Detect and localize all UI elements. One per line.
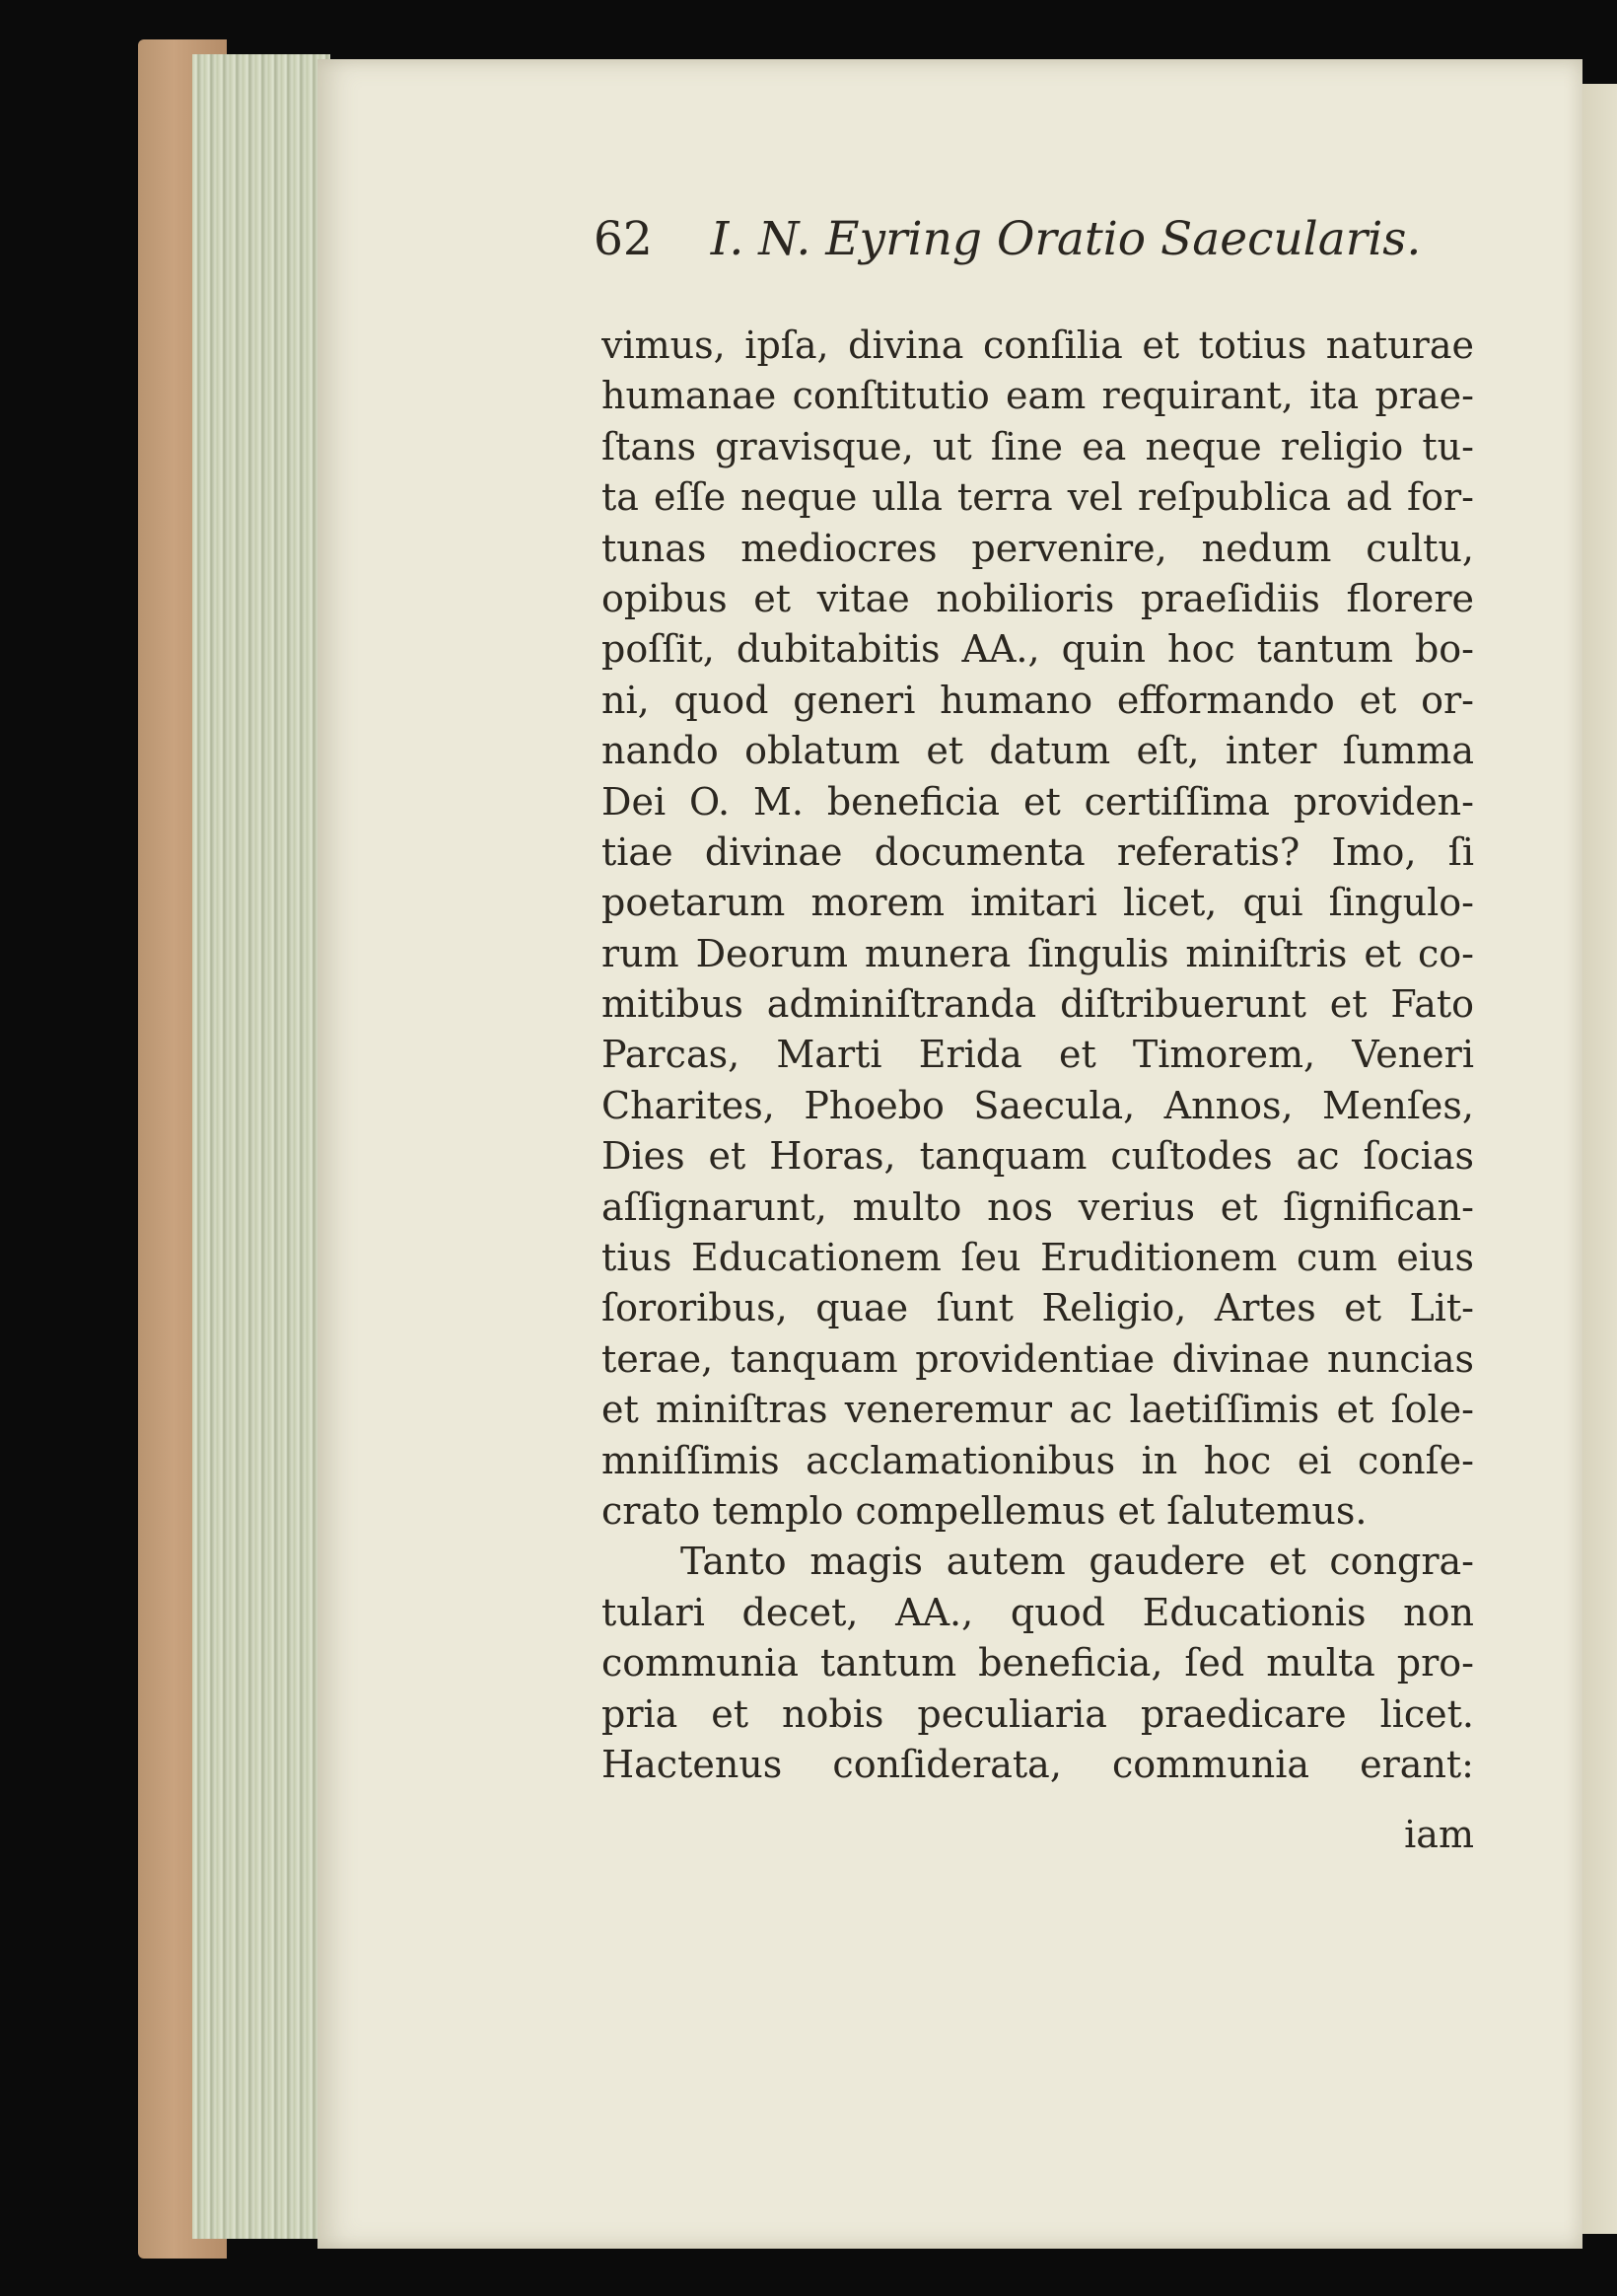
text-line: Dei O. M. beneficia et certiſſima providen- xyxy=(601,779,1474,824)
text-line: ſororibus, quae ſunt Religio, Artes et Lit- xyxy=(601,1286,1474,1330)
text-line: crato templo compellemus et ſalutemus. xyxy=(601,1488,1368,1533)
page-edges xyxy=(192,54,330,2239)
text-line: pria et nobis peculiaria praedicare licet. xyxy=(601,1691,1474,1736)
text-line: tunas mediocres pervenire, nedum cultu, xyxy=(601,526,1474,570)
text-line: Hactenus conſiderata, communia erant: xyxy=(601,1742,1474,1786)
text-line: poetarum morem imitari licet, qui ſingulo- xyxy=(601,881,1474,925)
text-line: nando oblatum et datum eſt, inter ſumma xyxy=(601,729,1474,773)
text-line: humanae conſtitutio eam requirant, ita prae- xyxy=(601,374,1474,418)
page-number: 62 xyxy=(594,212,653,266)
page-header xyxy=(594,212,1481,281)
text-line: communia tantum beneficia, ſed multa pro- xyxy=(601,1641,1474,1686)
text-line: et miniſtras veneremur ac laetiſſimis et ſole- xyxy=(601,1388,1474,1432)
text-line: ni, quod generi humano efformando et or- xyxy=(601,678,1474,722)
text-line: tulari decet, AA., quod Educationis non xyxy=(601,1590,1474,1634)
text-line: ſtans gravisque, ut ſine ea neque religio tu- xyxy=(601,424,1474,468)
facing-page-edge xyxy=(1582,84,1617,2234)
text-line: mniſſimis acclamationibus in hoc ei conſe- xyxy=(601,1438,1474,1482)
text-line: ta eſſe neque ulla terra vel reſpublica ad for- xyxy=(601,475,1474,520)
text-line-paragraph-start: Tanto magis autem gaudere et congra- xyxy=(680,1540,1474,1584)
text-line: terae, tanquam providentiae divinae nuncias xyxy=(601,1336,1474,1381)
text-line: mitibus adminiſtranda diſtribuerunt et Fato xyxy=(601,982,1474,1027)
text-line: Dies et Horas, tanquam cuſtodes ac ſocias xyxy=(601,1134,1474,1179)
text-line: tius Educationem ſeu Eruditionem cum eius xyxy=(601,1236,1474,1280)
text-line: vimus, ipſa, divina conſilia et totius naturae xyxy=(601,323,1474,367)
text-line: Charites, Phoebo Saecula, Annos, Menſes, xyxy=(601,1083,1474,1127)
running-title: I. N. Eyring Oratio Saecularis. xyxy=(710,212,1422,266)
text-line: tiae divinae documenta referatis? Imo, ſi xyxy=(601,829,1474,874)
text-line: aſſignarunt, multo nos verius et ſignifican- xyxy=(601,1184,1474,1229)
text-line: Parcas, Marti Erida et Timorem, Veneri xyxy=(601,1033,1474,1077)
text-line: rum Deorum munera ſingulis miniſtris et co- xyxy=(601,931,1474,975)
text-line: poſſit, dubitabitis AA., quin hoc tantum bo- xyxy=(601,627,1474,672)
text-line: opibus et vitae nobilioris praeſidiis florere xyxy=(601,576,1474,620)
body-text xyxy=(601,321,1474,1790)
catchword: iam xyxy=(1404,1813,1474,1856)
